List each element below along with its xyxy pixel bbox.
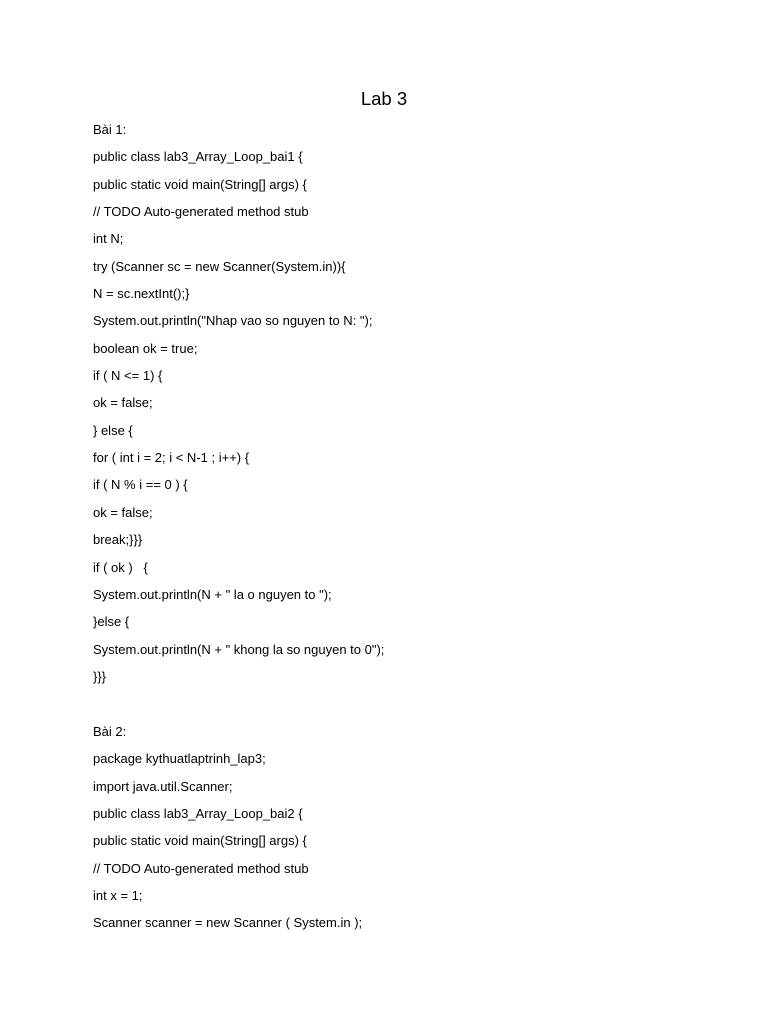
code-line: import java.util.Scanner; (93, 778, 233, 794)
code-line: System.out.println(N + " la o nguyen to "); (93, 586, 332, 602)
code-line: System.out.println(N + " khong la so nguyen to 0"); (93, 641, 385, 657)
code-line: try (Scanner sc = new Scanner(System.in)){ (93, 258, 346, 274)
code-line: break;}}} (93, 532, 143, 548)
code-line: package kythuatlaptrinh_lap3; (93, 751, 266, 767)
code-line: N = sc.nextInt();} (93, 286, 190, 302)
code-line: public class lab3_Array_Loop_bai2 { (93, 806, 303, 822)
document-title: Lab 3 (360, 88, 408, 109)
code-line: ok = false; (93, 395, 153, 411)
code-line: if ( N <= 1) { (93, 368, 163, 384)
code-line: Scanner scanner = new Scanner ( System.in ); (93, 915, 363, 931)
code-line: if ( ok ) { (93, 559, 148, 575)
code-line: public static void main(String[] args) { (93, 833, 307, 849)
code-line: } else { (93, 422, 133, 438)
section-bai-2 (93, 724, 713, 943)
code-line: for ( int i = 2; i < N-1 ; i++) { (93, 450, 250, 466)
code-line: }}} (93, 668, 107, 684)
section-heading: Bài 2: (93, 724, 127, 739)
section-bai-1 (93, 122, 713, 696)
code-line: ok = false; (93, 504, 153, 520)
code-line: boolean ok = true; (93, 340, 198, 356)
code-line: int x = 1; (93, 888, 143, 904)
code-line: if ( N % i == 0 ) { (93, 477, 188, 493)
code-line: System.out.println("Nhap vao so nguyen to N: "); (93, 313, 373, 329)
code-line: public class lab3_Array_Loop_bai1 { (93, 149, 303, 165)
section-heading: Bài 1: (93, 122, 127, 137)
code-line: public static void main(String[] args) { (93, 176, 307, 192)
code-line: }else { (93, 614, 130, 630)
code-line: // TODO Auto-generated method stub (93, 204, 309, 220)
code-line: // TODO Auto-generated method stub (93, 860, 309, 876)
code-line: int N; (93, 231, 124, 247)
